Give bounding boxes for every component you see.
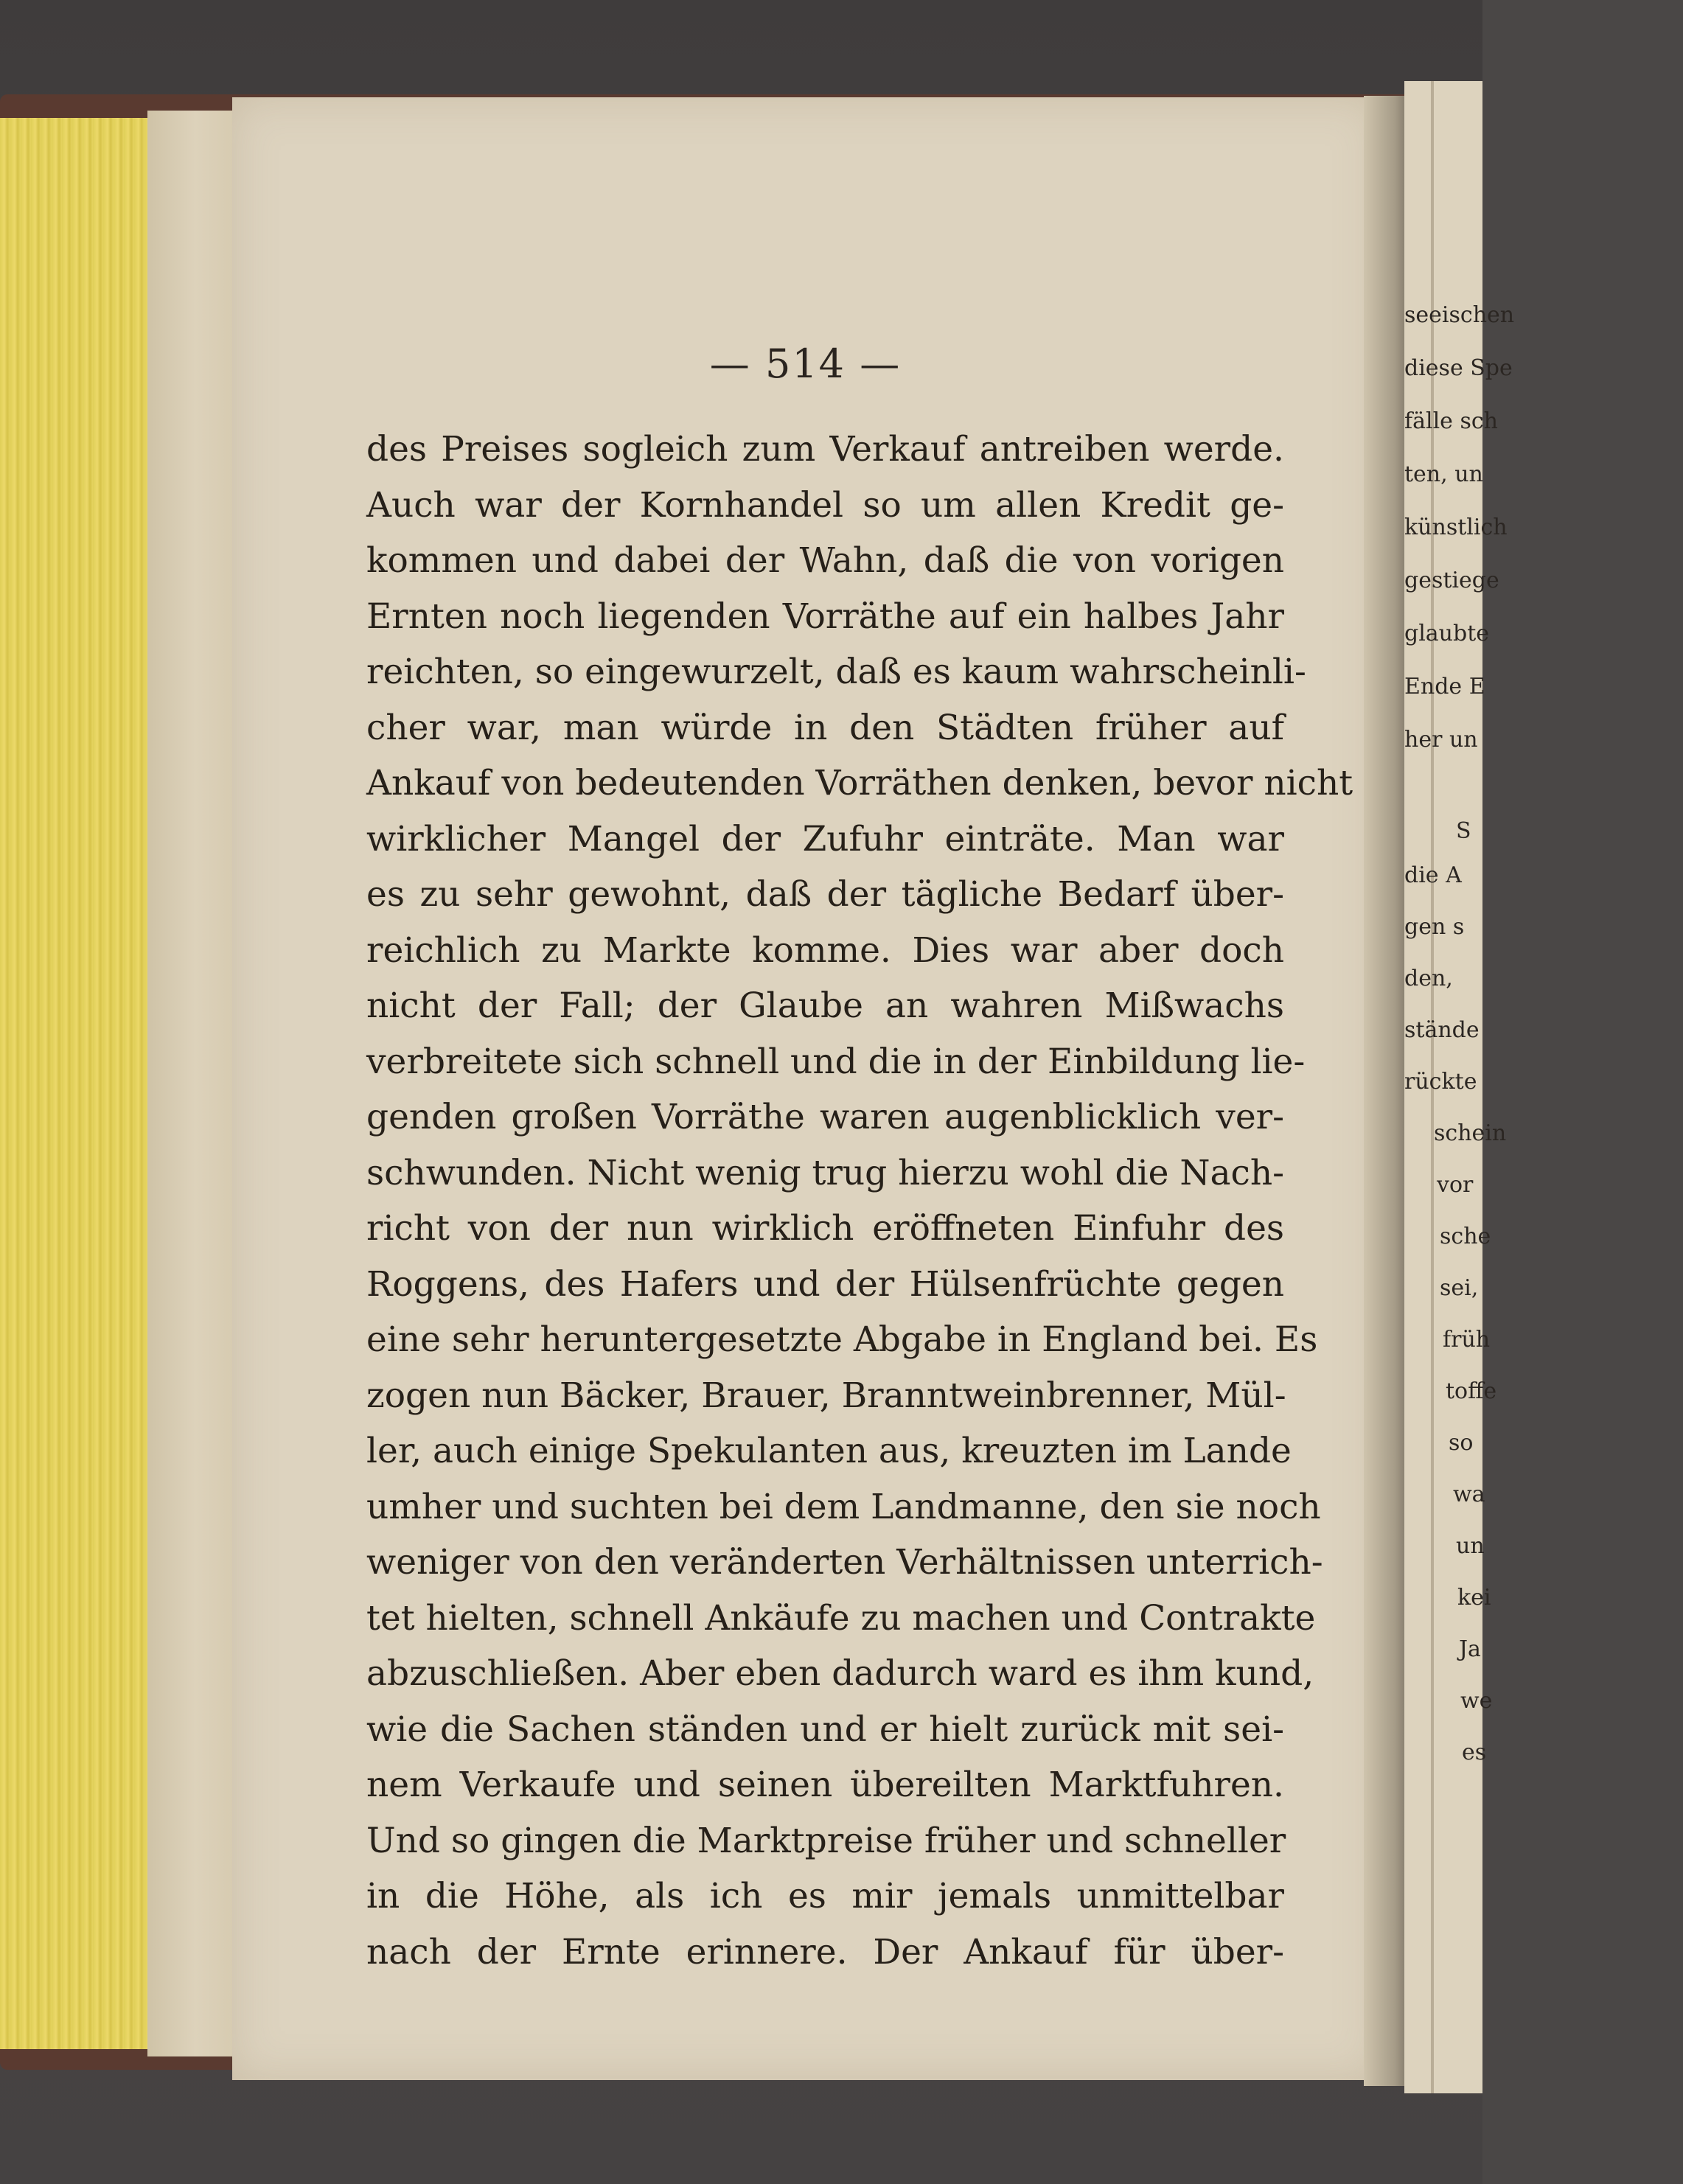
text-line: reichten, so eingewurzelt, daß es kaum wahrscheinli-: [366, 652, 1306, 692]
text-line: umher und suchten bei dem Landmanne, den sie noch: [366, 1486, 1321, 1527]
text-line: eine sehr heruntergesetzte Abgabe in England bei. Es: [366, 1319, 1318, 1360]
text-line: Auch war der Kornhandel so um allen Kredit ge-: [366, 484, 1284, 526]
page-number: — 514 —: [709, 341, 902, 387]
fragment-line: rückte: [1404, 1069, 1477, 1095]
right-page-fragment: [1404, 81, 1515, 2093]
fragment-line: diese Spe: [1404, 355, 1513, 381]
text-line: nem Verkaufe und seinen übereilten Marktfuhren.: [366, 1765, 1284, 1805]
text-line: nicht der Fall; der Glaube an wahren Mißwachs: [366, 985, 1284, 1026]
text-line: verbreitete sich schnell und die in der Einbildung lie-: [366, 1041, 1306, 1082]
fragment-line: gestiege: [1404, 568, 1499, 593]
text-line: genden großen Vorräthe waren augenblicklich ver-: [366, 1097, 1284, 1137]
fragment-line: sei,: [1440, 1275, 1479, 1301]
fragment-line: es: [1462, 1740, 1487, 1765]
fragment-line: den,: [1404, 966, 1453, 991]
fragment-line: wa: [1453, 1482, 1485, 1507]
fragment-line: schein: [1434, 1120, 1507, 1146]
fragment-line: gen s: [1404, 914, 1465, 940]
text-line: nach der Ernte erinnere. Der Ankauf für über-: [366, 1931, 1284, 1972]
fragment-line: die A: [1404, 862, 1462, 888]
text-line: Ernten noch liegenden Vorräthe auf ein halbes Jahr: [366, 596, 1284, 637]
fragment-line: Ende E: [1404, 674, 1485, 699]
text-line: Und so gingen die Marktpreise früher und schneller: [366, 1820, 1286, 1861]
fragment-line: we: [1460, 1688, 1493, 1714]
text-line: Roggens, des Hafers und der Hülsenfrüchte gegen: [366, 1263, 1284, 1305]
fragment-line: sche: [1440, 1224, 1491, 1249]
fragment-line: toffe: [1446, 1378, 1497, 1404]
fragment-line: stände: [1404, 1017, 1480, 1043]
fragment-line: un: [1456, 1533, 1485, 1559]
fragment-line: ten, un: [1404, 461, 1483, 487]
text-line: schwunden. Nicht wenig trug hierzu wohl die Nach-: [366, 1152, 1284, 1193]
fragment-line: her un: [1404, 727, 1478, 753]
page-edges: [0, 118, 147, 2049]
page-stack: [147, 111, 243, 2056]
text-line: weniger von den veränderten Verhältnissen unterrich-: [366, 1542, 1323, 1583]
text-line: reichlich zu Markte komme. Dies war aber doch: [366, 929, 1284, 971]
fragment-line: so: [1449, 1430, 1474, 1456]
fragment-line: Ja: [1459, 1636, 1481, 1662]
text-line: es zu sehr gewohnt, daß der tägliche Bedarf über-: [366, 874, 1284, 915]
text-line: zogen nun Bäcker, Brauer, Branntweinbrenner, Mül-: [366, 1375, 1286, 1416]
text-line: wirklicher Mangel der Zufuhr einträte. Man war: [366, 818, 1284, 859]
text-line: ler, auch einige Spekulanten aus, kreuzten im Lande: [366, 1431, 1292, 1471]
text-line: cher war, man würde in den Städten früher auf: [366, 707, 1284, 748]
text-line: wie die Sachen ständen und er hielt zurück mit sei-: [366, 1709, 1284, 1750]
text-line: abzuschließen. Aber eben dadurch ward es ihm kund,: [366, 1653, 1314, 1694]
text-line: des Preises sogleich zum Verkauf antreiben werde.: [366, 429, 1284, 470]
fragment-line: seeischen: [1404, 302, 1515, 328]
text-line: tet hielten, schnell Ankäufe zu machen und Contrakte: [366, 1597, 1316, 1639]
text-line: richt von der nun wirklich eröffneten Einfuhr des: [366, 1208, 1284, 1249]
left-page: [232, 97, 1379, 2080]
fragment-line: glaubte: [1404, 621, 1490, 646]
fragment-line: vor: [1437, 1172, 1474, 1198]
page-body: [366, 422, 1353, 1980]
fragment-line: kei: [1457, 1585, 1491, 1611]
fragment-line: fälle sch: [1404, 408, 1498, 434]
text-line: Ankauf von bedeutenden Vorräthen denken, bevor nicht: [366, 763, 1353, 803]
text-line: kommen und dabei der Wahn, daß die von vorigen: [366, 540, 1284, 581]
text-line: in die Höhe, als ich es mir jemals unmittelbar: [366, 1876, 1284, 1916]
fragment-line: künstlich: [1404, 514, 1508, 540]
fragment-line: früh: [1443, 1327, 1491, 1353]
fragment-line: S: [1456, 818, 1471, 844]
